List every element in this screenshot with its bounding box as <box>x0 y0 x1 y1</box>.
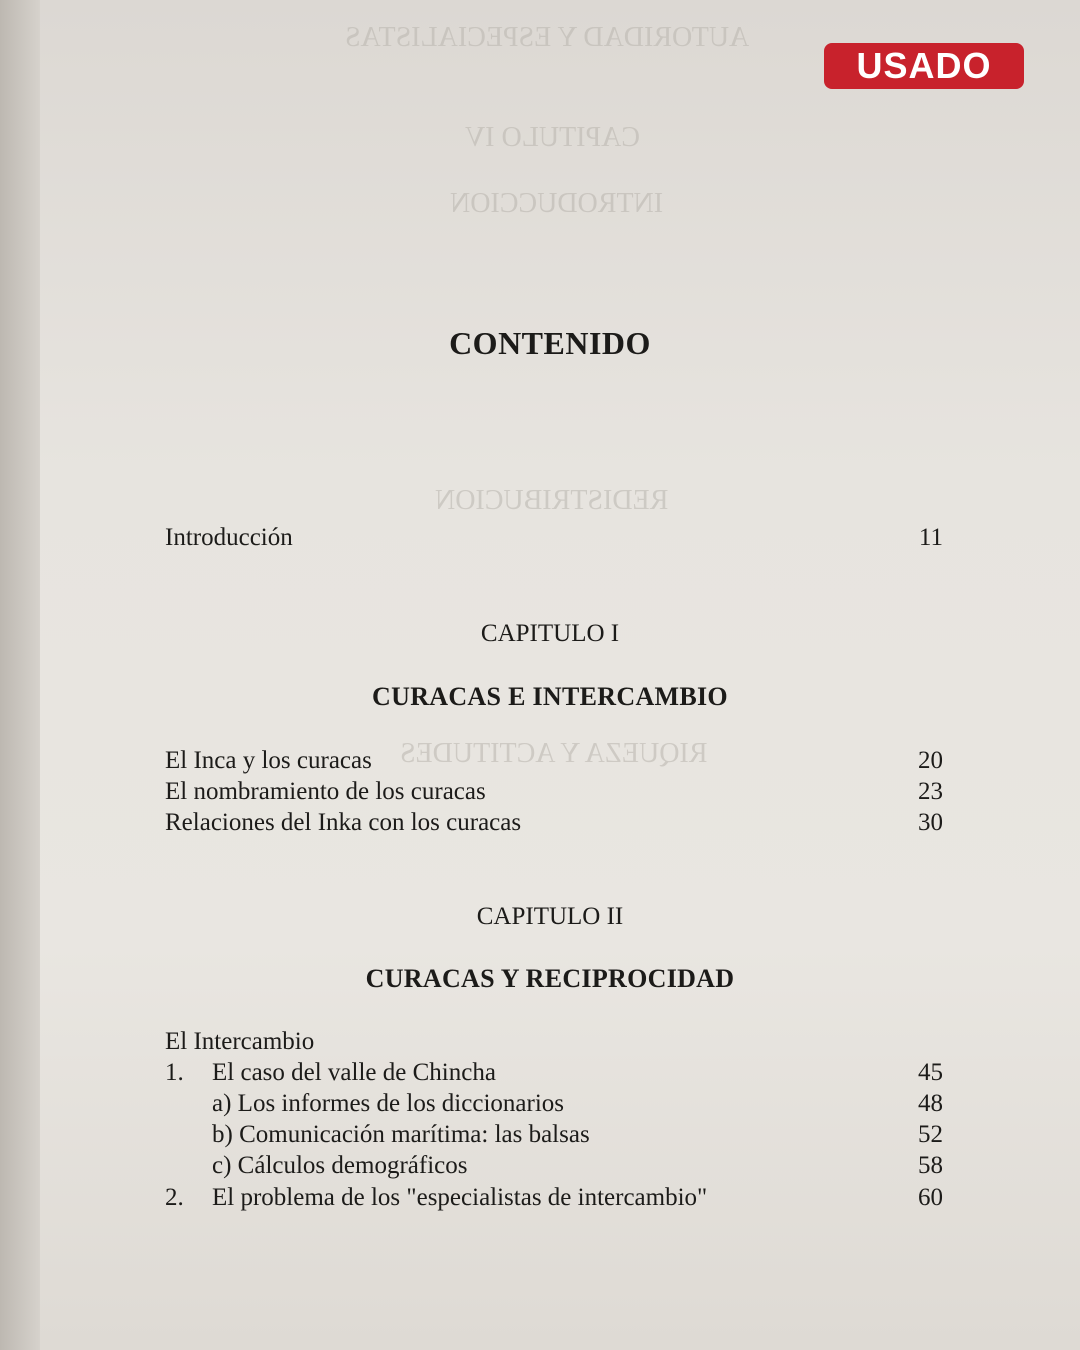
chapter2-title: CURACAS Y RECIPROCIDAD <box>365 964 735 993</box>
chapter1-title: CURACAS E INTERCAMBIO <box>372 682 728 711</box>
toc-entry-page: 23 <box>918 778 943 805</box>
toc-intro-page: 11 <box>918 524 943 551</box>
toc-entry-page: 20 <box>918 747 943 774</box>
toc-entry-page: 30 <box>918 809 943 836</box>
toc-entry-label: El Inca y los curacas <box>165 747 372 774</box>
toc-entry-label: b) Comunicación marítima: las balsas <box>212 1121 590 1148</box>
toc-entry-label: a) Los informes de los diccionarios <box>212 1090 564 1117</box>
chapter2-number: CAPITULO II <box>476 903 624 930</box>
book-spine <box>0 0 40 1350</box>
toc-entry-label: Relaciones del Inka con los curacas <box>165 809 522 836</box>
chapter1-number: CAPITULO I <box>480 620 620 647</box>
toc-entry-page: 48 <box>918 1090 943 1117</box>
page-title: CONTENIDO <box>449 325 651 361</box>
bleed-header: AUTORIDAD Y ESPECIALISTAS <box>345 22 750 53</box>
toc-intro-label: Introducción <box>165 524 293 551</box>
toc-entry-label: El nombramiento de los curacas <box>165 778 486 805</box>
toc-entry-page: 52 <box>918 1121 943 1148</box>
toc-entry-page: 45 <box>918 1059 943 1086</box>
used-badge: USADO <box>824 43 1024 89</box>
toc-entry-label: El caso del valle de Chincha <box>212 1059 496 1086</box>
toc-subheading: El Intercambio <box>165 1028 315 1055</box>
toc-entry-label: c) Cálculos demográficos <box>212 1152 468 1179</box>
toc-entry-page: 60 <box>918 1184 943 1211</box>
toc-entry-page: 58 <box>918 1152 943 1179</box>
bleed-riqueza: RIQUEZA Y ACTITUDES <box>400 738 708 769</box>
bleed-chapter: CAPITULO IV <box>465 122 640 153</box>
toc-entry-marker: 1. <box>165 1059 184 1086</box>
toc-entry-label: El problema de los "especialistas de intercambio" <box>212 1184 708 1211</box>
bleed-intro: INTRODUCCION <box>450 188 664 219</box>
bleed-redist: REDISTRIBUCION <box>435 485 669 516</box>
toc-entry-marker: 2. <box>165 1184 184 1211</box>
